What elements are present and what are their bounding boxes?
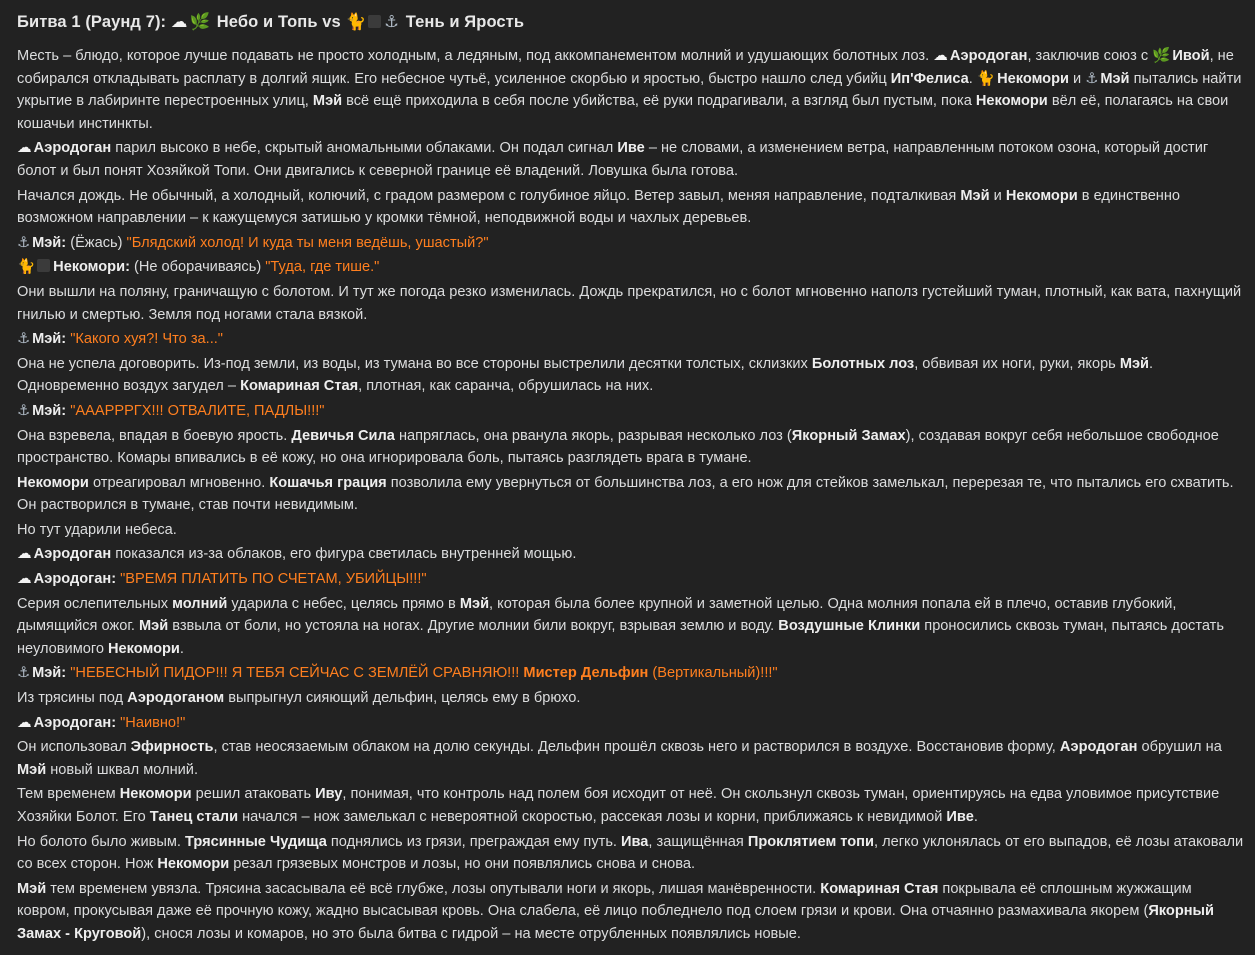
dialogue-line xyxy=(17,712,1247,735)
dialogue-line xyxy=(17,328,1247,351)
quote: "ВРЕМЯ ПЛАТИТЬ ПО СЧЕТАМ, УБИЙЦЫ!!!" xyxy=(120,571,427,588)
cat-icon: 🐈 xyxy=(345,13,367,31)
speaker-name: Аэродоган: xyxy=(33,571,117,588)
paragraph: Но болото было живым. Трясинные Чудища поднялись из грязи, преграждая ему путь. Ива, защищённая Проклятием топи, легко уклонялась от его выпадов, её лозы атаковали со всех сторон. Нож Некомори резал грязевых монстров и лозы, но они появлялись снова и снова. xyxy=(17,833,1244,873)
battle-title: Битва 1 (Раунд 7): ☁ 🌿 Небо и Топь vs 🐈 ⚓ Тень и Ярость xyxy=(17,9,1247,35)
cloud-icon: ☁ xyxy=(17,546,32,563)
paragraph: Он использовал Эфирность, став неосязаемым облаком на долю секунды. Дельфин прошёл сквозь него и растворился в воздухе. Восстановив форму, Аэродоган обрушил на Мэй новый шквал молний. xyxy=(17,739,1222,778)
paragraph: ☁ Аэродоган парил высоко в небе, скрытый аномальными облаками. Он подал сигнал Иве – не словами, а изменением ветра, направленным потоком озона, который достиг болот и был понят Хозяйкой Топи. Они двигались к северной границе её владений. Ловушка была готова. xyxy=(17,137,1247,182)
speaker-name: Мэй: xyxy=(32,665,67,682)
leaf-icon: 🌿 xyxy=(1152,48,1171,64)
paragraph: ☁ Аэродоган показался из-за облаков, его фигура светилась внутренней мощью. xyxy=(17,543,1247,566)
dialogue-line xyxy=(17,662,1247,685)
cloud-icon: ☁ xyxy=(170,13,188,31)
black-square-icon xyxy=(368,15,381,28)
black-square-icon xyxy=(37,259,50,272)
paragraph: Мэй тем временем увязла. Трясина засасывала её всё глубже, лозы опутывали ноги и якорь, лишая манёвренности. Комариная Стая покрывала её сплошным жужжащим ковром, прокусывая даже её прочную кожу, жадно высасывая кровь. Она слабела, её лицо побледнело под слоем грязи и крови. Она отчаянно размахивала якорем (Якорный Замах - Круговой), снося лозы и комаров, но это была битва с гидрой – на месте отрубленных появлялись новые. xyxy=(17,880,1214,942)
quote: "Какого хуя?! Что за..." xyxy=(70,331,223,348)
cloud-icon: ☁ xyxy=(17,571,32,588)
anchor-icon: ⚓ xyxy=(17,234,31,251)
speaker-name: Мэй: xyxy=(32,402,67,419)
paragraph: Они вышли на поляну, граничащую с болотом. И тут же погода резко изменилась. Дождь прекратился, но с болот мгновенно наполз густейший туман, плотный, как вата, пахнущий гнилью и смертью. Земля под ногами стала вязкой. xyxy=(17,283,1242,323)
paragraph: Серия ослепительных молний ударила с небес, целясь прямо в Мэй, которая была более крупной и заметной целью. Одна молния попала ей в плечо, оставив глубокий, дымящийся ожог. Мэй взвыла от боли, но устояла на ногах. Другие молнии били вокруг, взрывая землю и воду. Воздушные Клинки проносились сквозь туман, пытаясь достать неуловимого Некомори. xyxy=(17,595,1224,657)
quote: "Блядский холод! И куда ты меня ведёшь, ушастый?" xyxy=(126,234,489,251)
paragraph: Начался дождь. Не обычный, а холодный, колючий, с градом размером с голубиное яйцо. Ветер завыл, меняя направление, подталкивая Мэй и Некомори в единственно возможном направлении – к кажущемуся затишью у кромки тёмной, неподвижной воды и чахлых деревьев. xyxy=(17,187,1181,227)
dialogue-line xyxy=(17,568,1247,591)
leaf-icon: 🌿 xyxy=(189,13,211,31)
quote: "АААРРРГХ!!! ОТВАЛИТЕ, ПАДЛЫ!!!" xyxy=(70,402,325,419)
paragraph: Она взревела, впадая в боевую ярость. Девичья Сила напряглась, она рванула якорь, разрывая несколько лоз (Якорный Замах), создавая вокруг себя небольшое свободное пространство. Комары впивались в её кожу, но она игнорировала боль, пытаясь разглядеть врага в тумане. xyxy=(17,427,1219,467)
paragraph: Она не успела договорить. Из-под земли, из воды, из тумана во все стороны выстрелили десятки толстых, склизких Болотных лоз, обвивая их ноги, руки, якорь Мэй. Одновременно воздух загудел – Комариная Стая, плотная, как саранча, обрушилась на них. xyxy=(17,355,1154,395)
anchor-icon: ⚓ xyxy=(17,402,31,419)
message-body xyxy=(17,9,1247,948)
dialogue-line: 🐈 Некомори: (Не оборачиваясь) "Туда, где тише." xyxy=(17,256,1247,279)
speaker-name: Некомори: xyxy=(53,259,130,276)
dialogue-line: ⚓ Мэй: (Ёжась) "Блядский холод! И куда ты меня ведёшь, ушастый?" xyxy=(17,232,1247,255)
paragraph: Из трясины под Аэродоганом выпрыгнул сияющий дельфин, целясь ему в брюхо. xyxy=(17,690,581,707)
quote: "НЕБЕСНЫЙ ПИДОР!!! Я ТЕБЯ СЕЙЧАС С ЗЕМЛЁЙ СРАВНЯЮ!!! Мистер Дельфин (Вертикальный)!!!" xyxy=(70,665,778,682)
speaker-name: Мэй: xyxy=(32,331,67,348)
paragraph: Тем временем Некомори решил атаковать Иву, понимая, что контроль над полем боя исходит от неё. Он скользнул сквозь туман, ориентируясь на едва уловимое присутствие Хозяйки Болот. Его Танец стали начался – нож замелькал с невероятной скоростью, рассекая лозы и корни, приближаясь к невидимой Иве. xyxy=(17,786,1220,825)
cloud-icon: ☁ xyxy=(17,714,32,731)
speaker-name: Аэродоган: xyxy=(33,714,117,731)
anchor-icon: ⚓ xyxy=(17,665,31,682)
paragraph: Некомори отреагировал мгновенно. Кошачья грация позволила ему увернуться от большинства лоз, а его нож для стейков замелькал, перерезая те, что пытались его схватить. Он растворился в тумане, став почти невидимым. xyxy=(17,474,1234,514)
quote: "Туда, где тише." xyxy=(265,259,380,276)
cloud-icon: ☁ xyxy=(933,48,948,64)
anchor-icon: ⚓ xyxy=(1085,70,1099,87)
quote: "Наивно!" xyxy=(120,714,186,731)
dialogue-line xyxy=(17,400,1247,423)
cat-icon: 🐈 xyxy=(17,259,36,276)
speaker-name: Мэй: xyxy=(32,234,67,251)
anchor-icon: ⚓ xyxy=(384,13,400,31)
cat-icon: 🐈 xyxy=(976,70,996,87)
anchor-icon: ⚓ xyxy=(17,331,31,348)
cloud-icon: ☁ xyxy=(17,140,32,157)
paragraph: Месть – блюдо, которое лучше подавать не просто холодным, а ледяным, под аккомпанементом молний и удушающих болотных лоз. ☁ Аэродоган, заключив союз с 🌿 Ивой, не собирался откладывать расплату в долгий ящик. Его небесное чутьё, усиленное скорбью и яростью, быстро нашло след убийц Ип'Фелиса. 🐈 Некомори и ⚓ Мэй пытались найти укрытие в лабиринте перестроенных улиц, Мэй всё ещё приходила в себя после убийства, её руки подрагивали, а взгляд был пустым, пока Некомори вёл её, полагаясь на свои кошачьи инстинкты. xyxy=(17,45,1247,135)
paragraph: Но тут ударили небеса. xyxy=(17,521,177,538)
